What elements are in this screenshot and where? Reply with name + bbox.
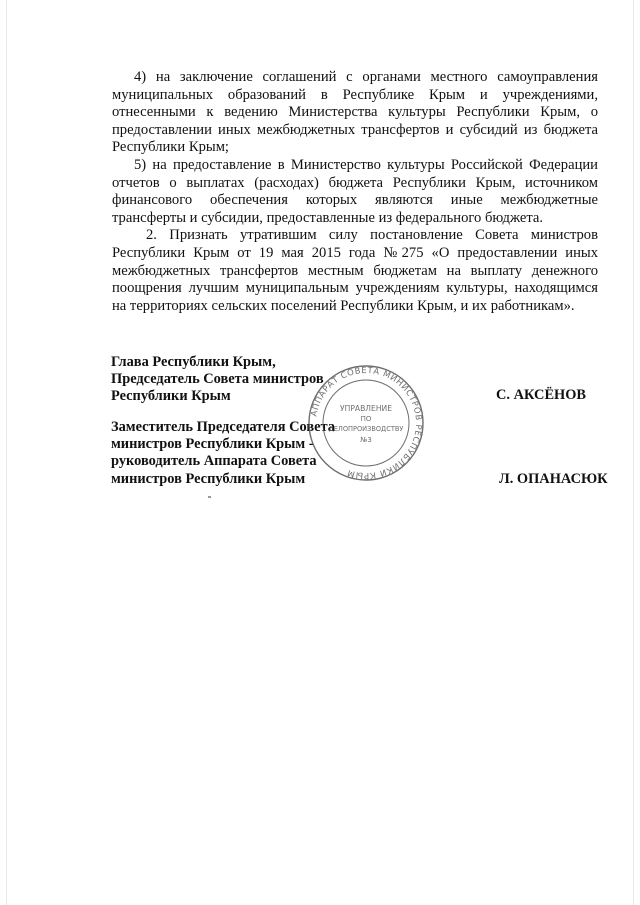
stamp-inner-ring (323, 380, 409, 466)
stamp-center-line4: №3 (360, 436, 372, 444)
signatory-deputy-name: Л. ОПАНАСЮК (499, 471, 608, 487)
paragraph-item-5: 5) на предоставление в Министерство культуры Российской Федерации отчетов о выплатах (расходах) бюджета Республики Крым, источником финансового обеспечения которых являются иные межбюджетные трансферты и субсидии, предоставленные из федерального бюджета. (112, 156, 598, 226)
document-body (112, 69, 598, 315)
signatory-head-line1: Глава Республики Крым, (111, 354, 276, 370)
stamp-ring-text: АППАРАТ СОВЕТА МИНИСТРОВ РЕСПУБЛИКИ КРЫМ (308, 364, 425, 482)
signatory-deputy-line1: Заместитель Председателя Совета (111, 419, 335, 435)
paragraph-item-4: 4) на заключение соглашений с органами местного самоуправления муниципальных образований в Республике Крым и учреждениями, отнесенными к ведению Министерства культуры Республики Крым, о предоставлении иных межбюджетных трансфертов и субсидий из бюджета Республики Крым; (112, 69, 598, 156)
signatory-deputy-line2: министров Республики Крым - (111, 436, 314, 453)
stamp-center-line1: УПРАВЛЕНИЕ (339, 404, 393, 413)
signatory-head-line3: Республики Крым (111, 388, 231, 405)
signatory-head-name: С. АКСЁНОВ (496, 387, 587, 403)
signatory-deputy-line4: министров Республики Крым (111, 470, 306, 487)
signatory-head-line2: Председатель Совета министров (111, 371, 324, 388)
page-edge-right (633, 0, 634, 905)
stamp-center-line3: ДЕЛОПРОИЗВОДСТВУ (328, 425, 404, 433)
official-stamp (306, 363, 426, 483)
stamp-center-line2: ПО (360, 415, 372, 423)
page-edge-left (6, 0, 7, 905)
scan-speck (208, 496, 211, 498)
paragraph-clause-2: 2. Признать утратившим силу постановление Совета министров Республики Крым от 19 мая 2015 года №275 «О предоставлении иных межбюджетных трансфертов местным бюджетам на выплату денежного поощрения лучшим муниципальным учреждениям культуры, находящимся на территориях сельских поселений Республики Крым, и их работникам». (112, 227, 598, 314)
signatory-deputy-line3: руководитель Аппарата Совета (111, 453, 317, 470)
